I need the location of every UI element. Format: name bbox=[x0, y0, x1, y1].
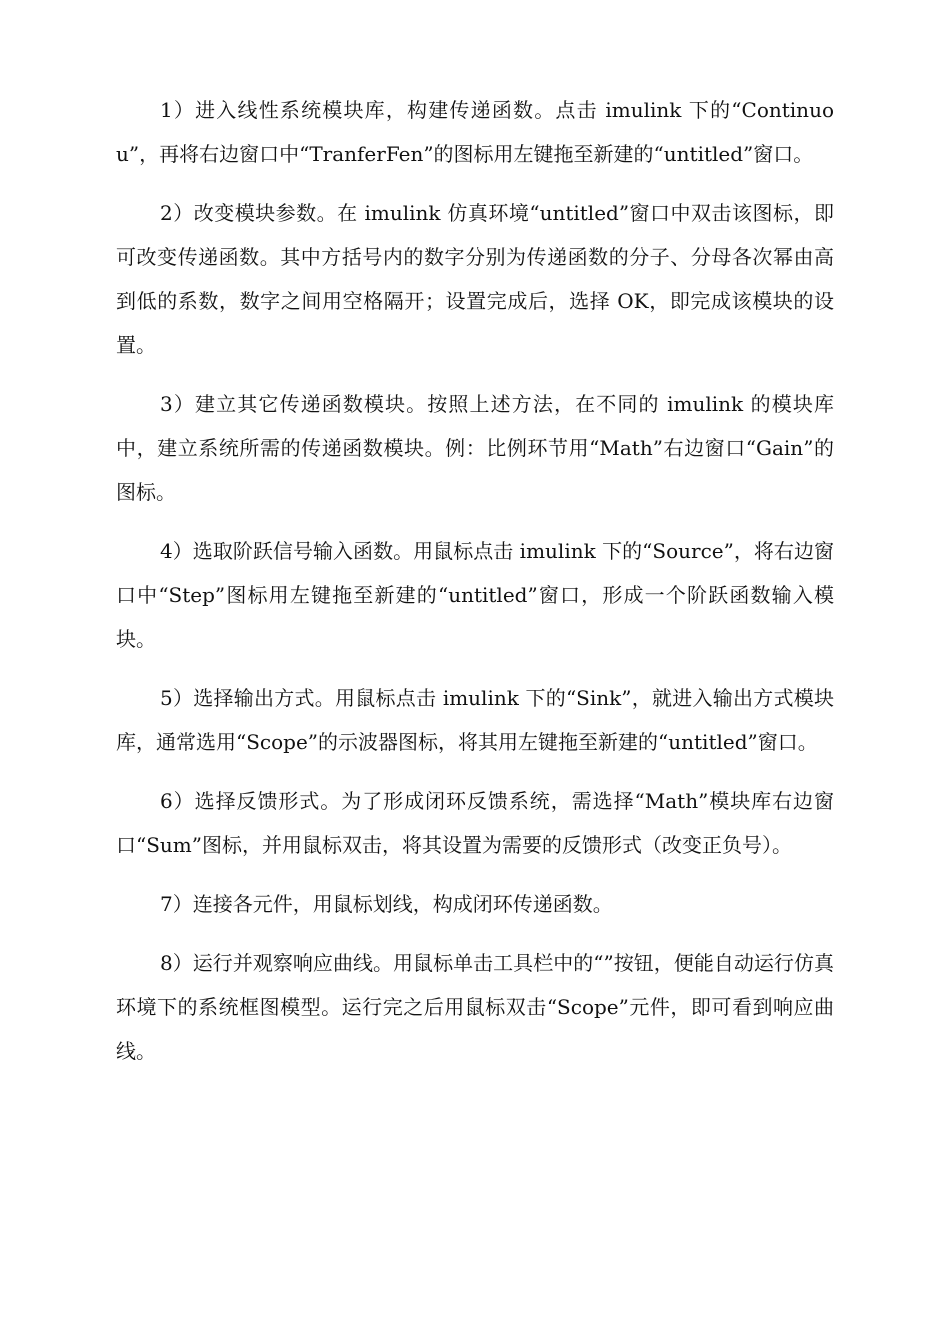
step-4-paragraph: 4）选取阶跃信号输入函数。用鼠标点击 imulink 下的“Source”，将右边窗口中“Step”图标用左键拖至新建的“untitled”窗口，形成一个阶跃函数输入模块。 bbox=[116, 539, 834, 651]
step-6-paragraph: 6）选择反馈形式。为了形成闭环反馈系统，需选择“Math”模块库右边窗口“Sum”图标，并用鼠标双击，将其设置为需要的反馈形式（改变正负号）。 bbox=[116, 789, 834, 857]
step-2-paragraph: 2）改变模块参数。在 imulink 仿真环境“untitled”窗口中双击该图标，即可改变传递函数。其中方括号内的数字分别为传递函数的分子、分母各次幂由高到低的系数，数字之间用空格隔开；设置完成后，选择 OK，即完成该模块的设置。 bbox=[116, 201, 834, 357]
step-1-paragraph: 1）进入线性系统模块库，构建传递函数。点击 imulink 下的“Continuou”，再将右边窗口中“TranferFen”的图标用左键拖至新建的“untitled”窗口。 bbox=[116, 98, 834, 166]
step-3-paragraph: 3）建立其它传递函数模块。按照上述方法，在不同的 imulink 的模块库中，建立系统所需的传递函数模块。例：比例环节用“Math”右边窗口“Gain”的图标。 bbox=[116, 392, 834, 504]
step-8-paragraph: 8）运行并观察响应曲线。用鼠标单击工具栏中的“”按钮，便能自动运行仿真环境下的系统框图模型。运行完之后用鼠标双击“Scope”元件，即可看到响应曲线。 bbox=[116, 951, 834, 1063]
document-body bbox=[116, 88, 834, 1088]
step-7-paragraph: 7）连接各元件，用鼠标划线，构成闭环传递函数。 bbox=[160, 892, 613, 916]
step-5-paragraph: 5）选择输出方式。用鼠标点击 imulink 下的“Sink”，就进入输出方式模块库，通常选用“Scope”的示波器图标，将其用左键拖至新建的“untitled”窗口。 bbox=[116, 686, 834, 754]
